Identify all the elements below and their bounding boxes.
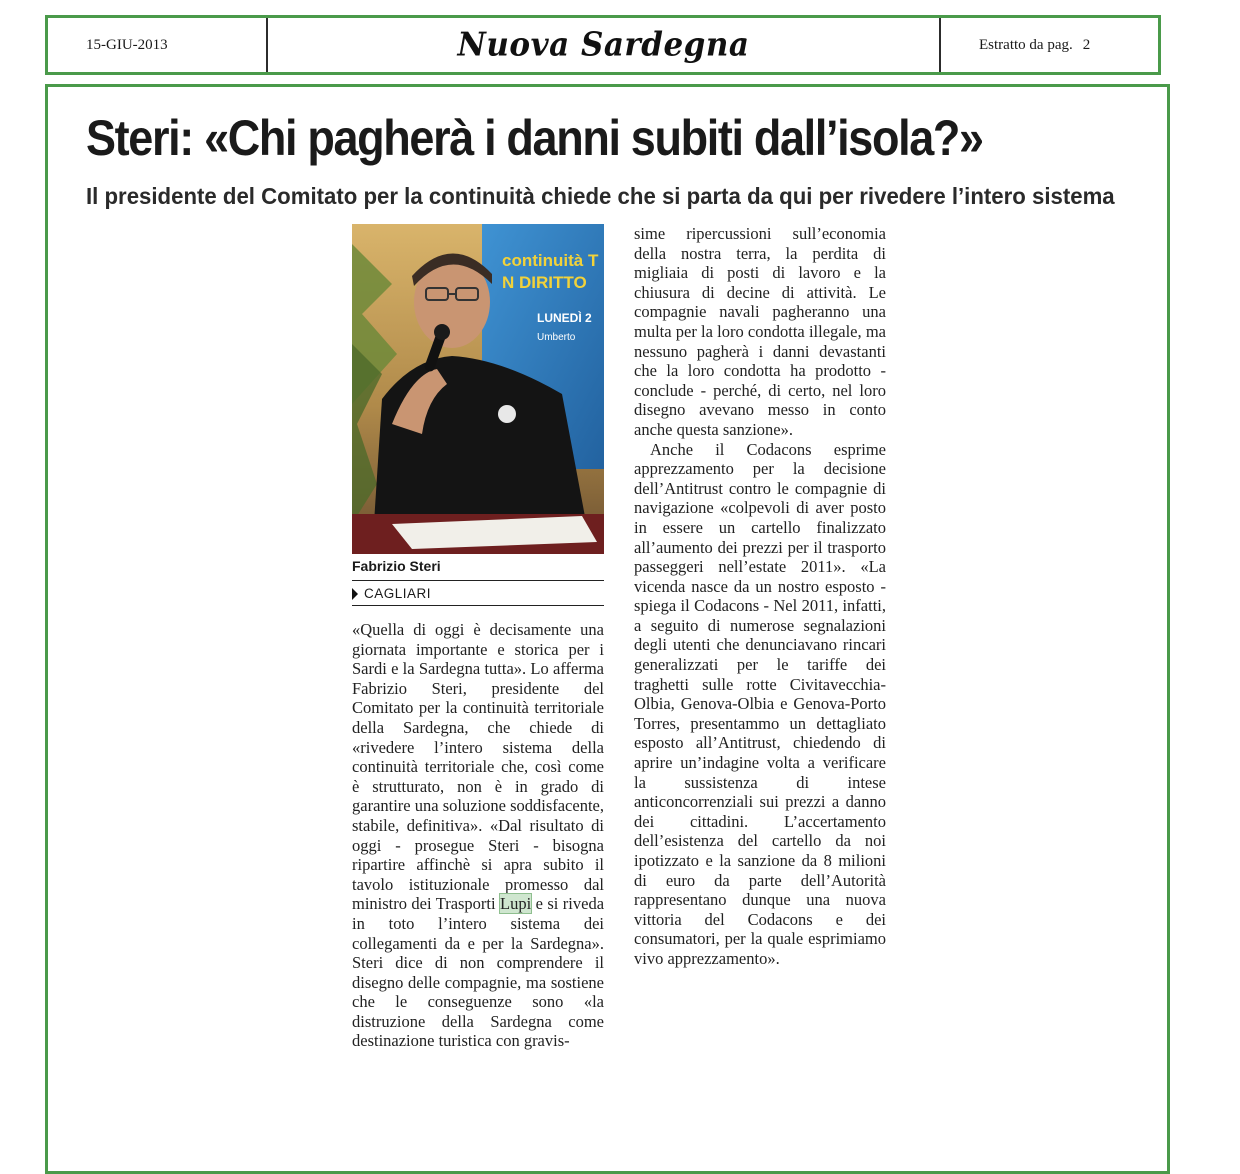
banner-line-2: N DIRITTO [502,273,587,292]
article-headline: Steri: «Chi pagherà i danni subiti dall’isola?» [86,110,983,166]
highlighted-term: Lupi [500,894,532,914]
article-column-1 [352,620,604,1051]
article-column-2 [634,224,886,969]
article-subhead: Il presidente del Comitato per la continuità chiede che si parta da qui per rivedere l’intero sistema [86,183,1115,209]
column-1-text-after: e si riveda in toto l’intero sistema dei collegamenti da e per la Sardegna». Steri dice di non comprendere il disegno delle compagnie, ma sostiene che le conseguenze sono «la distruzione della Sardegna come destinazione turistica con gravis- [352,894,605,1051]
dateline-city: CAGLIARI [364,586,432,601]
column-2-paragraph-2: Anche il Codacons esprime apprezzamento per la decisione dell’Antitrust contro le compagnie di navigazione «colpevoli di aver posto in essere un cartello finalizzato all’aumento dei prezzi per il trasporto passeggeri nell’estate 2011». «La vicenda nasce da un nostro esposto - spiega il Codacons - Nel 2011, infatti, a seguito di numerose segnalazioni degli utenti che denunciavano rincari generalizzati per le tariffe dei traghetti sulle rotte Civitavecchia-Olbia, Genova-Olbia e Genova-Porto Torres, presentammo un dettagliato esposto all’Antitrust, chiedendo di aprire un’indagine volta a verificare la sussistenza di intese anticoncorrenziali sui prezzi a danno dei cittadini. L’accertamento dell’esistenza del cartello da noi ipotizzato e la sanzione da 8 milioni di euro da parte dell’Autorità rappresentano dunque una nuova vittoria del Codacons e dei consumatori, per la quale esprimiamo vivo apprezzamento». [634,439,886,968]
dateline-rule [352,605,604,606]
banner-line-4: Umberto [537,332,576,343]
publication-date: 15-GIU-2013 [86,36,168,53]
banner-line-1: continuità T [502,251,599,270]
dateline-bullet-icon [352,588,358,600]
clipping-header [45,15,1161,75]
newspaper-masthead: Nuova Sardegna [457,26,750,64]
caption-rule [352,580,604,581]
clipping-body-frame [45,84,1170,1174]
masthead-cell [266,18,941,72]
extract-label: Estratto da pag. [979,36,1073,53]
speaker-photo-illustration [352,224,604,554]
article-photo [352,224,604,554]
column-2-paragraph-1: sime ripercussioni sull’economia della nostra terra, la perdita di migliaia di posti di lavoro e la chiusura di decine di attività. Le compagnie navali pagheranno una multa per la loro condotta illegale, ma nessuno pagherà i danni devastanti che la loro condotta ha prodotto - conclude - perché, di certo, nel loro disegno avevano messo in conto anche questa sanzione». [634,224,886,439]
column-1-text-before: «Quella di oggi è decisamente una giornata importante e storica per i Sardi e la Sardegna tutta». Lo afferma Fabrizio Steri, presidente del Comitato per la continuità territoriale della Sardegna, che chiede di «rivedere l’intero sistema della continuità territoriale che, così come è strutturato, non è in grado di garantire una soluzione soddisfacente, stabile, definitiva». «Dal risultato di oggi - prosegue Steri - bisogna ripartire affinchè si apra subito il tavolo istituzionale promesso dal ministro dei Trasporti [352,620,604,914]
banner-line-3: LUNEDÌ 2 [537,311,592,325]
dateline [352,586,431,601]
photo-caption: Fabrizio Steri [352,558,441,574]
page-number: 2 [1082,36,1091,53]
page-reference [941,18,1158,72]
